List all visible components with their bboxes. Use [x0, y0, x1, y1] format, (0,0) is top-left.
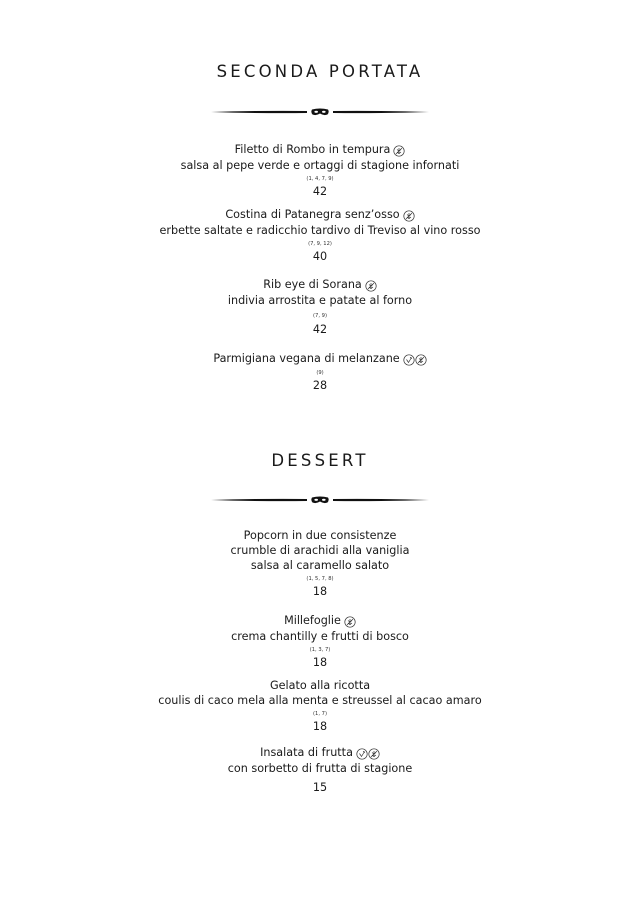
menu-item — [0, 613, 640, 670]
dish-description: indivia arrostita e patate al forno — [227, 294, 413, 307]
dish-description: salsa al caramello salato — [250, 559, 390, 572]
allergen-codes: (7, 9) — [313, 313, 327, 319]
dish-price: 18 — [312, 656, 328, 669]
mask-divider-icon — [211, 106, 429, 118]
mask-divider — [211, 103, 429, 115]
allergen-codes: (7, 9, 12) — [308, 241, 332, 247]
gluten-free-icon — [403, 208, 415, 223]
dish-description: erbette saltate e radicchio tardivo di Treviso al vino rosso — [159, 224, 481, 237]
dish-description: con sorbetto di frutta di stagione — [227, 762, 413, 775]
dish-name: Insalata di frutta — [0, 745, 640, 761]
allergen-codes: (1, 5, 7, 8) — [306, 576, 334, 582]
dish-description: crumble di arachidi alla vaniglia — [230, 544, 410, 557]
menu-item — [0, 207, 640, 264]
menu-item — [0, 678, 640, 734]
gluten-free-icon — [365, 278, 377, 293]
allergen-codes: (9) — [316, 370, 324, 376]
dish-name: Costina di Patanegra senz’osso — [0, 207, 640, 223]
allergen-codes: (1, 7) — [313, 711, 327, 717]
menu-item — [0, 277, 640, 337]
gluten-free-icon — [415, 352, 427, 367]
dish-price: 40 — [312, 250, 328, 263]
allergen-codes: (1, 3, 7) — [309, 647, 331, 653]
mask-divider — [211, 491, 429, 503]
gluten-free-icon — [344, 614, 356, 629]
vegan-icon — [356, 746, 368, 761]
gluten-free-icon — [393, 143, 405, 158]
dish-name: Gelato alla ricotta — [269, 679, 371, 692]
gluten-free-icon — [368, 746, 380, 761]
section-title: SECONDA PORTATA — [216, 62, 424, 81]
section-title: DESSERT — [271, 451, 369, 470]
menu-item — [0, 142, 640, 199]
dish-name: Popcorn in due consistenze — [243, 529, 397, 542]
dish-description: salsa al pepe verde e ortaggi di stagione infornati — [180, 159, 460, 172]
section-dessert — [0, 452, 640, 470]
mask-divider-icon — [211, 494, 429, 506]
dish-name: Parmigiana vegana di melanzane — [0, 351, 640, 367]
allergen-codes: (1, 4, 7, 9) — [306, 176, 334, 182]
dish-price: 18 — [312, 720, 328, 733]
menu-item — [0, 351, 640, 393]
dish-description: coulis di caco mela alla menta e streussel al cacao amaro — [158, 694, 482, 707]
dish-price: 15 — [312, 781, 328, 794]
dish-name: Millefoglie — [0, 613, 640, 629]
dish-price: 18 — [312, 585, 328, 598]
dish-price: 42 — [312, 323, 328, 336]
section-seconda-portata — [0, 63, 640, 81]
dish-price: 28 — [312, 379, 328, 392]
dish-name: Rib eye di Sorana — [0, 277, 640, 293]
dish-description: crema chantilly e frutti di bosco — [231, 630, 409, 643]
vegan-icon — [403, 352, 415, 367]
dish-name: Filetto di Rombo in tempura — [0, 142, 640, 158]
menu-item — [0, 745, 640, 795]
dish-price: 42 — [312, 185, 328, 198]
menu-item — [0, 528, 640, 599]
